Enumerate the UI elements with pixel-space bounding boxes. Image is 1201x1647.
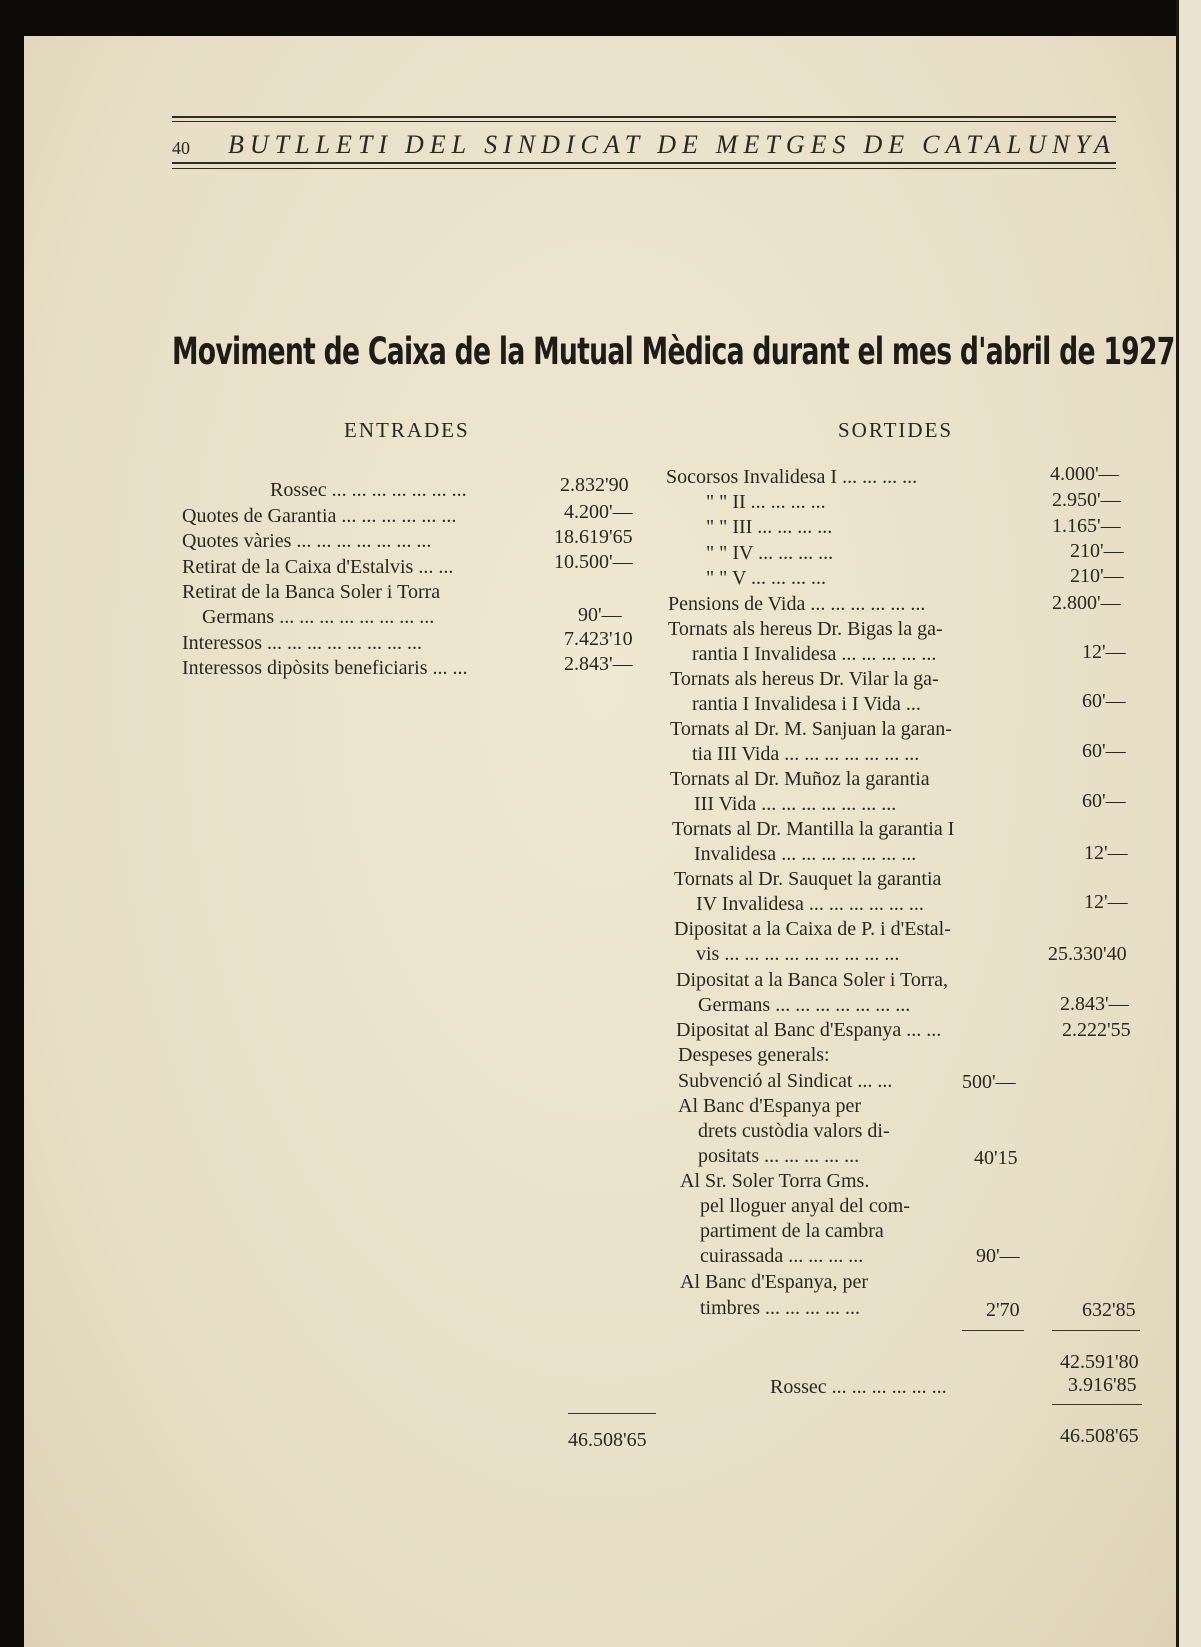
despesa-amount: 2'70: [986, 1299, 1020, 1321]
entrada-amount: 4.200'—: [564, 501, 633, 523]
entrada-amount: 18.619'65: [554, 526, 633, 548]
entrada-label: Quotes vàries ... ... ... ... ... ... ...: [182, 530, 432, 552]
sortides-heading: SORTIDES: [838, 418, 954, 442]
entrada-label: Retirat de la Banca Soler i Torra: [182, 581, 441, 603]
entrada-amount: 2.832'90: [560, 474, 629, 496]
total-rule: [568, 1413, 656, 1414]
despeses-heading: Despeses generals:: [678, 1044, 830, 1066]
sortida-amount: 2.800'—: [1052, 592, 1121, 614]
article-title: Moviment de Caixa de la Mutual Mèdica durant el mes d'abril de 1927: [172, 330, 1175, 373]
sortida-label: Tornats al Dr. Mantilla la garantia I: [672, 818, 955, 840]
despesa-label: Al Sr. Soler Torra Gms.: [680, 1170, 870, 1192]
sortida-amount: 210'—: [1070, 540, 1124, 562]
despesa-label: positats ... ... ... ... ...: [698, 1145, 860, 1167]
despesa-label: Al Banc d'Espanya per: [678, 1095, 861, 1117]
entrades-heading: ENTRADES: [344, 418, 470, 442]
despesa-label: Al Banc d'Espanya, per: [680, 1271, 868, 1293]
sortida-label: vis ... ... ... ... ... ... ... ... ...: [696, 943, 900, 965]
sortides-subtotal: 42.591'80: [1060, 1351, 1139, 1373]
page-sheet: [24, 36, 1180, 1647]
sortida-label: Pensions de Vida ... ... ... ... ... ...: [668, 593, 926, 615]
entrades-total: 46.508'65: [568, 1429, 647, 1451]
despeses-total: 632'85: [1082, 1299, 1136, 1321]
sortida-amount: 2.222'55: [1062, 1019, 1131, 1041]
rossec-label: Rossec ... ... ... ... ... ...: [770, 1376, 947, 1398]
sortida-label: Socorsos Invalidesa I ... ... ... ...: [666, 466, 918, 488]
sortida-amount: 210'—: [1070, 565, 1124, 587]
entrada-label: Interessos ... ... ... ... ... ... ... ...: [182, 632, 422, 654]
despesa-label: drets custòdia valors di-: [698, 1120, 890, 1142]
running-header: [172, 116, 1116, 176]
journal-title: [228, 130, 1116, 160]
sortida-label: tia III Vida ... ... ... ... ... ... ...: [692, 743, 920, 765]
sortida-label: Dipositat a la Caixa de P. i d'Estal-: [674, 918, 951, 940]
header-rule: [172, 121, 1116, 122]
despesa-amount: 40'15: [974, 1147, 1018, 1169]
sortida-label: " " IV ... ... ... ...: [706, 542, 834, 564]
sortida-label: Tornats al Dr. Sauquet la garantia: [674, 868, 942, 890]
despesa-label: partiment de la cambra: [700, 1220, 884, 1242]
adjacent-page-edge: [1176, 0, 1201, 1647]
sortida-label: " " III ... ... ... ...: [706, 516, 833, 538]
journal-word: DE: [863, 130, 911, 159]
sortida-label: Tornats als hereus Dr. Vilar la ga-: [670, 668, 939, 690]
sortides-total: 46.508'65: [1060, 1425, 1139, 1447]
sortida-amount: 2.843'—: [1060, 993, 1129, 1015]
sortida-label: Dipositat a la Banca Soler i Torra,: [676, 969, 949, 991]
rossec-amount: 3.916'85: [1068, 1374, 1137, 1396]
sortida-amount: 25.330'40: [1048, 943, 1127, 965]
header-rule: [172, 168, 1116, 169]
despesa-label: pel lloguer anyal del com-: [700, 1195, 910, 1217]
journal-word: METGES: [715, 130, 852, 159]
journal-word: DEL: [405, 130, 473, 159]
sortida-label: rantia I Invalidesa ... ... ... ... ...: [692, 643, 937, 665]
entrada-label: Rossec ... ... ... ... ... ... ...: [270, 479, 467, 501]
entrada-label: Retirat de la Caixa d'Estalvis ... ...: [182, 556, 454, 578]
header-rule: [172, 116, 1116, 118]
sortida-label: Tornats al Dr. Muñoz la garantia: [670, 768, 930, 790]
sortida-amount: 60'—: [1082, 690, 1126, 712]
page-number: 40: [172, 138, 190, 158]
sortida-amount: 12'—: [1084, 891, 1128, 913]
header-rule: [172, 162, 1116, 164]
total-rule: [1052, 1404, 1142, 1405]
sortida-label: IV Invalidesa ... ... ... ... ... ...: [696, 893, 924, 915]
despesa-amount: 500'—: [962, 1071, 1016, 1093]
journal-word: SINDICAT: [484, 130, 646, 159]
entrada-amount: 7.423'10: [564, 628, 633, 650]
entrada-label: Interessos dipòsits beneficiaris ... ...: [182, 657, 468, 679]
journal-word: CATALUNYA: [922, 130, 1116, 159]
journal-word: DE: [657, 130, 704, 159]
sortida-amount: 12'—: [1084, 842, 1128, 864]
despesa-amount: 90'—: [976, 1245, 1020, 1267]
despesa-label: timbres ... ... ... ... ...: [700, 1297, 860, 1319]
sortida-amount: 60'—: [1082, 740, 1126, 762]
despesa-label: cuirassada ... ... ... ...: [700, 1245, 864, 1267]
sortida-amount: 60'—: [1082, 790, 1126, 812]
sortida-amount: 4.000'—: [1050, 463, 1119, 485]
sortida-amount: 2.950'—: [1052, 489, 1121, 511]
subtotal-rule: [962, 1330, 1024, 1331]
sortida-label: Tornats als hereus Dr. Bigas la ga-: [668, 618, 943, 640]
sortida-label: " " V ... ... ... ...: [706, 567, 827, 589]
entrada-amount: 2.843'—: [564, 653, 633, 675]
sortida-amount: 12'—: [1082, 641, 1126, 663]
despesa-label: Subvenció al Sindicat ... ...: [678, 1070, 893, 1092]
subtotal-rule: [1052, 1330, 1140, 1331]
journal-word: BUTLLETI: [228, 130, 394, 159]
sortida-amount: 1.165'—: [1052, 515, 1121, 537]
entrada-label: Quotes de Garantia ... ... ... ... ... ...: [182, 505, 457, 527]
entrada-label: Germans ... ... ... ... ... ... ... ...: [202, 606, 435, 628]
sortida-label: " " II ... ... ... ...: [706, 491, 826, 513]
sortida-label: rantia I Invalidesa i I Vida ...: [692, 693, 921, 715]
sortida-label: Dipositat al Banc d'Espanya ... ...: [676, 1019, 942, 1041]
sortida-label: Germans ... ... ... ... ... ... ...: [698, 994, 911, 1016]
entrada-amount: 90'—: [578, 604, 622, 626]
entrada-amount: 10.500'—: [554, 551, 633, 573]
sortida-label: Invalidesa ... ... ... ... ... ... ...: [694, 843, 917, 865]
sortida-label: Tornats al Dr. M. Sanjuan la garan-: [670, 718, 952, 740]
sortida-label: III Vida ... ... ... ... ... ... ...: [694, 793, 897, 815]
